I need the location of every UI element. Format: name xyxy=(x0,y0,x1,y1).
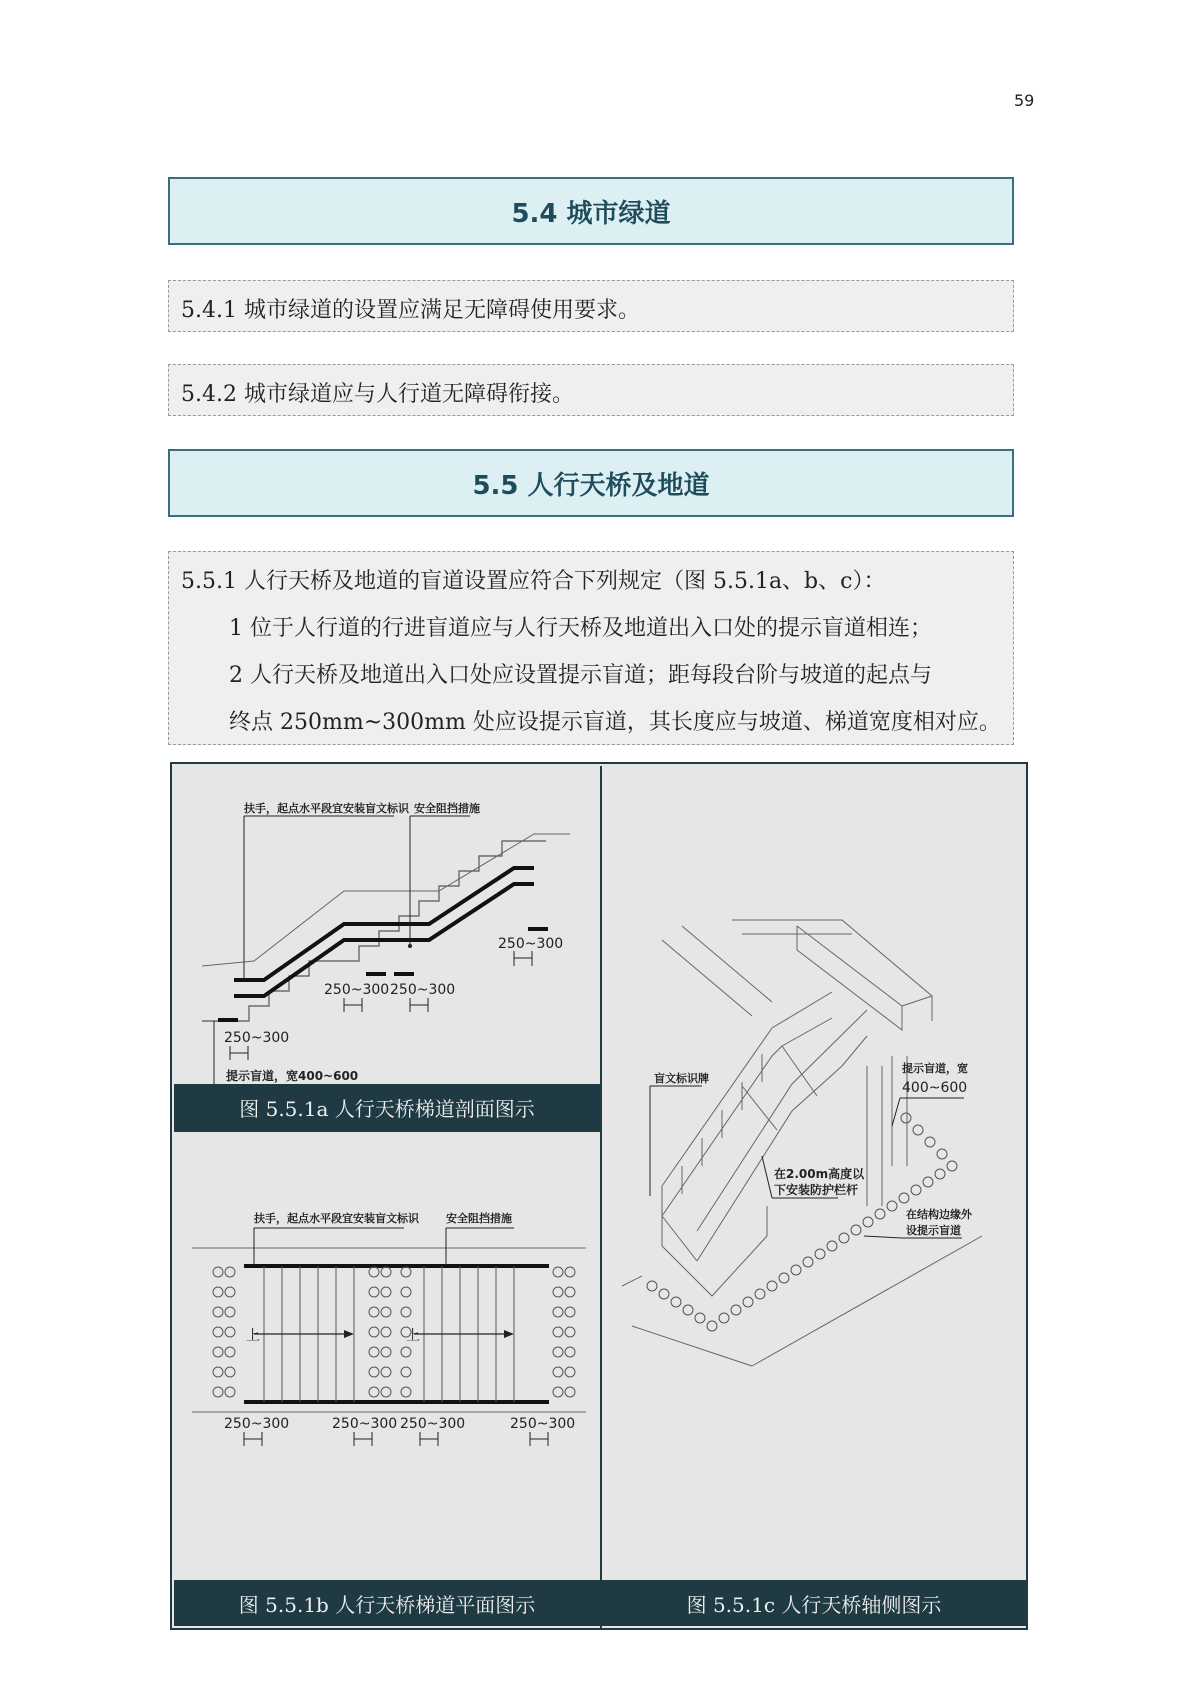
clause-item-2a: 2 人行天桥及地道出入口处应设置提示盲道；距每段台阶与坡道的起点与 xyxy=(229,663,932,688)
label-railing-1: 在2.00m高度以 xyxy=(774,1167,865,1181)
label-outer-1: 在结构边缘外 xyxy=(906,1208,972,1221)
up-label: 上 xyxy=(246,1328,260,1344)
label-handrail: 扶手，起点水平段宜安装盲文标识 xyxy=(254,1212,419,1225)
clause-item-2b: 终点 250mm~300mm 处应设提示盲道，其长度应与坡道、梯道宽度相对应。 xyxy=(229,710,1001,735)
label-safety: 安全阻挡措施 xyxy=(414,802,480,815)
clause-5-5-1 xyxy=(168,551,1014,745)
dim-label: 250~300 xyxy=(224,1416,290,1432)
label-tactile-2: 400~600 xyxy=(902,1080,968,1096)
clause-5-4-1 xyxy=(168,280,1014,332)
figure-a-caption: 图 5.5.1a 人行天桥梯道剖面图示 xyxy=(174,1084,600,1130)
figure-b-caption: 图 5.5.1b 人行天桥梯道平面图示 xyxy=(174,1580,600,1626)
label-braille: 盲文标识牌 xyxy=(654,1072,709,1085)
figure-c-drawing xyxy=(602,766,1026,1580)
figure-b-panel xyxy=(174,1132,602,1628)
clause-5-4-2 xyxy=(168,364,1014,416)
figure-c-panel xyxy=(602,766,1026,1628)
dim-label: 250~300 xyxy=(390,982,456,998)
label-railing-2: 下安装防护栏杆 xyxy=(774,1183,859,1197)
clause-text: 5.4.1 城市绿道的设置应满足无障碍使用要求。 xyxy=(181,298,640,323)
label-handrail: 扶手，起点水平段宜安装盲文标识 xyxy=(244,802,409,815)
page-number: 59 xyxy=(1014,91,1035,110)
figure-c-caption: 图 5.5.1c 人行天桥轴侧图示 xyxy=(602,1580,1026,1626)
clause-text: 5.4.2 城市绿道应与人行道无障碍衔接。 xyxy=(181,382,574,407)
section-heading-5-4: 5.4 城市绿道 xyxy=(168,177,1014,245)
figure-a-drawing xyxy=(174,766,602,1086)
label-safety: 安全阻挡措施 xyxy=(446,1212,512,1225)
dim-label: 250~300 xyxy=(224,1030,290,1046)
clause-item-1: 1 位于人行道的行进盲道应与人行天桥及地道出入口处的提示盲道相连； xyxy=(229,616,932,641)
dim-label: 250~300 xyxy=(324,982,390,998)
section-heading-5-5: 5.5 人行天桥及地道 xyxy=(168,449,1014,517)
up-label: 上 xyxy=(406,1328,420,1344)
figure-b-drawing xyxy=(174,1132,600,1552)
figure-frame xyxy=(170,762,1028,1630)
label-outer-2: 设提示盲道 xyxy=(906,1224,961,1237)
dim-label: 250~300 xyxy=(498,936,564,952)
clause-lead: 5.5.1 人行天桥及地道的盲道设置应符合下列规定（图 5.5.1a、b、c）： xyxy=(181,569,886,594)
figure-a-panel xyxy=(174,766,602,1132)
dim-label: 250~300 xyxy=(332,1416,398,1432)
label-tactile-1: 提示盲道，宽 xyxy=(902,1062,968,1075)
label-tactile: 提示盲道，宽400~600 xyxy=(226,1069,359,1083)
dim-label: 250~300 xyxy=(400,1416,466,1432)
dim-label: 250~300 xyxy=(510,1416,576,1432)
